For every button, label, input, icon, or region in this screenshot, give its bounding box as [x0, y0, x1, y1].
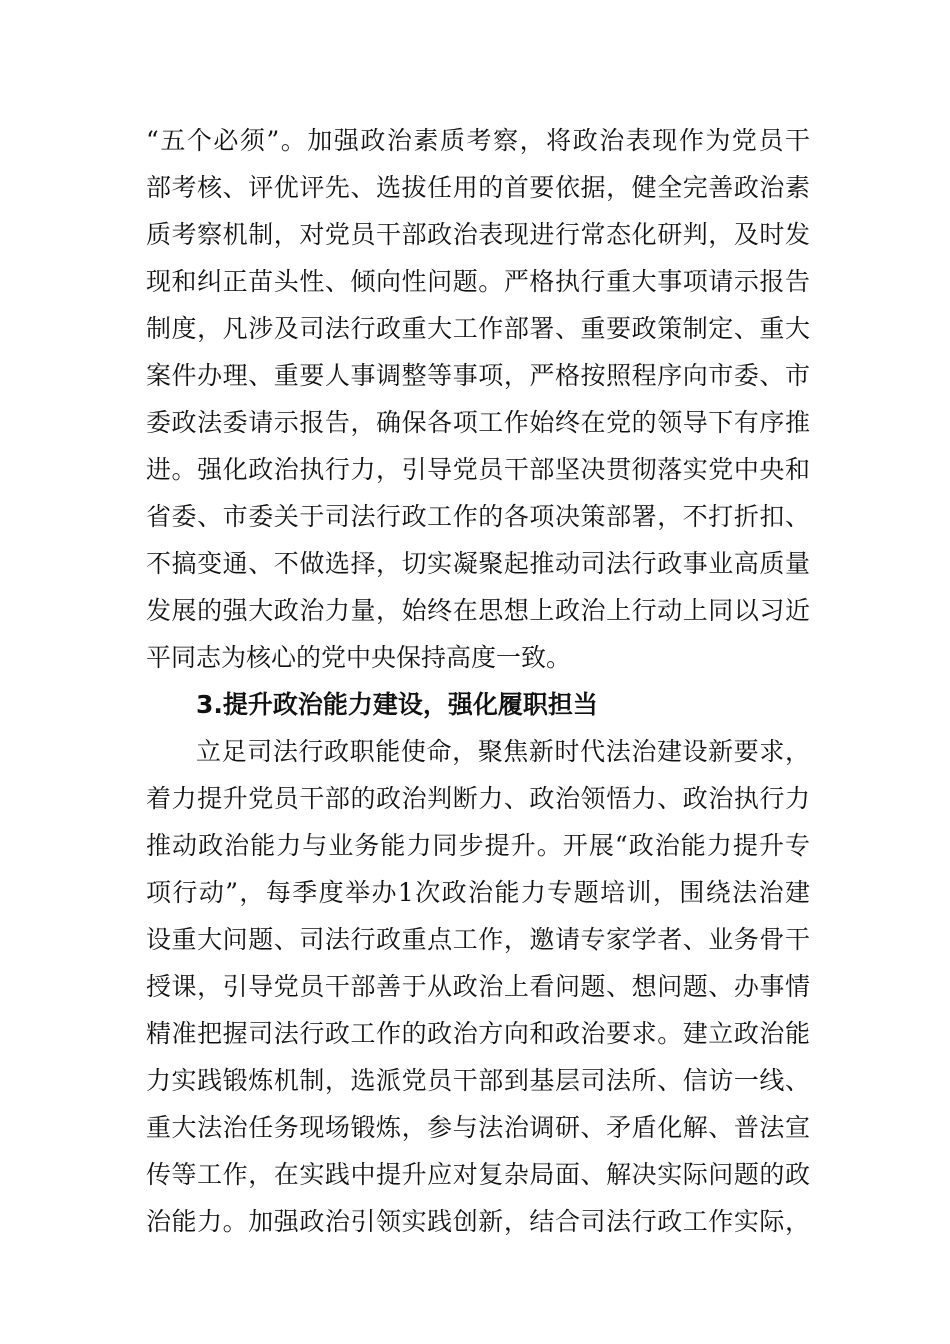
- paragraph-line: 立足司法行政职能使命，聚焦新时代法治建设新要求，: [196, 737, 810, 766]
- paragraph-line: 重大法治任务现场锻炼，参与法治调研、矛盾化解、普法宣: [146, 1113, 810, 1142]
- document-body: [146, 117, 810, 1245]
- paragraph-line: “五个必须”。加强政治素质考察，将政治表现作为党员干: [146, 126, 810, 155]
- paragraph-line: 发展的强大政治力量，始终在思想上政治上行动上同以习近: [146, 596, 810, 625]
- paragraph-line: 力实践锻炼机制，选派党员干部到基层司法所、信访一线、: [146, 1066, 810, 1095]
- paragraph-line: 平同志为核心的党中央保持高度一致。: [146, 643, 572, 672]
- paragraph-line: 案件办理、重要人事调整等事项，严格按照程序向市委、市: [146, 361, 810, 390]
- paragraph-political-capability: [146, 728, 810, 1245]
- paragraph-line: 传等工作，在实践中提升应对复杂局面、解决实际问题的政: [146, 1160, 810, 1189]
- paragraph-line: 现和纠正苗头性、倾向性问题。严格执行重大事项请示报告: [146, 267, 810, 296]
- paragraph-line: 授课，引导党员干部善于从政治上看问题、想问题、办事情: [146, 972, 810, 1001]
- paragraph-line: 精准把握司法行政工作的政治方向和政治要求。建立政治能: [146, 1019, 810, 1048]
- paragraph-line: 制度，凡涉及司法行政重大工作部署、重要政策制定、重大: [146, 314, 810, 343]
- paragraph-line: 项行动”，每季度举办1次政治能力专题培训，围绕法治建: [146, 878, 810, 907]
- paragraph-line: 部考核、评优评先、选拔任用的首要依据，健全完善政治素: [146, 173, 810, 202]
- paragraph-line: 委政法委请示报告，确保各项工作始终在党的领导下有序推: [146, 408, 810, 437]
- paragraph-line: 进。强化政治执行力，引导党员干部坚决贯彻落实党中央和: [146, 455, 810, 484]
- paragraph-line: 省委、市委关于司法行政工作的各项决策部署，不打折扣、: [146, 502, 810, 531]
- paragraph-line: 治能力。加强政治引领实践创新，结合司法行政工作实际，: [146, 1207, 810, 1236]
- paragraph-line: 着力提升党员干部的政治判断力、政治领悟力、政治执行力: [146, 784, 810, 813]
- paragraph-line: 质考察机制，对党员干部政治表现进行常态化研判，及时发: [146, 220, 810, 249]
- section-heading: 3.提升政治能力建设，强化履职担当: [196, 690, 598, 719]
- paragraph-line: 设重大问题、司法行政重点工作，邀请专家学者、业务骨干: [146, 925, 810, 954]
- paragraph-political-assessment: [146, 117, 810, 681]
- paragraph-line: 推动政治能力与业务能力同步提升。开展“政治能力提升专: [146, 831, 810, 860]
- paragraph-line: 不搞变通、不做选择，切实凝聚起推动司法行政事业高质量: [146, 549, 810, 578]
